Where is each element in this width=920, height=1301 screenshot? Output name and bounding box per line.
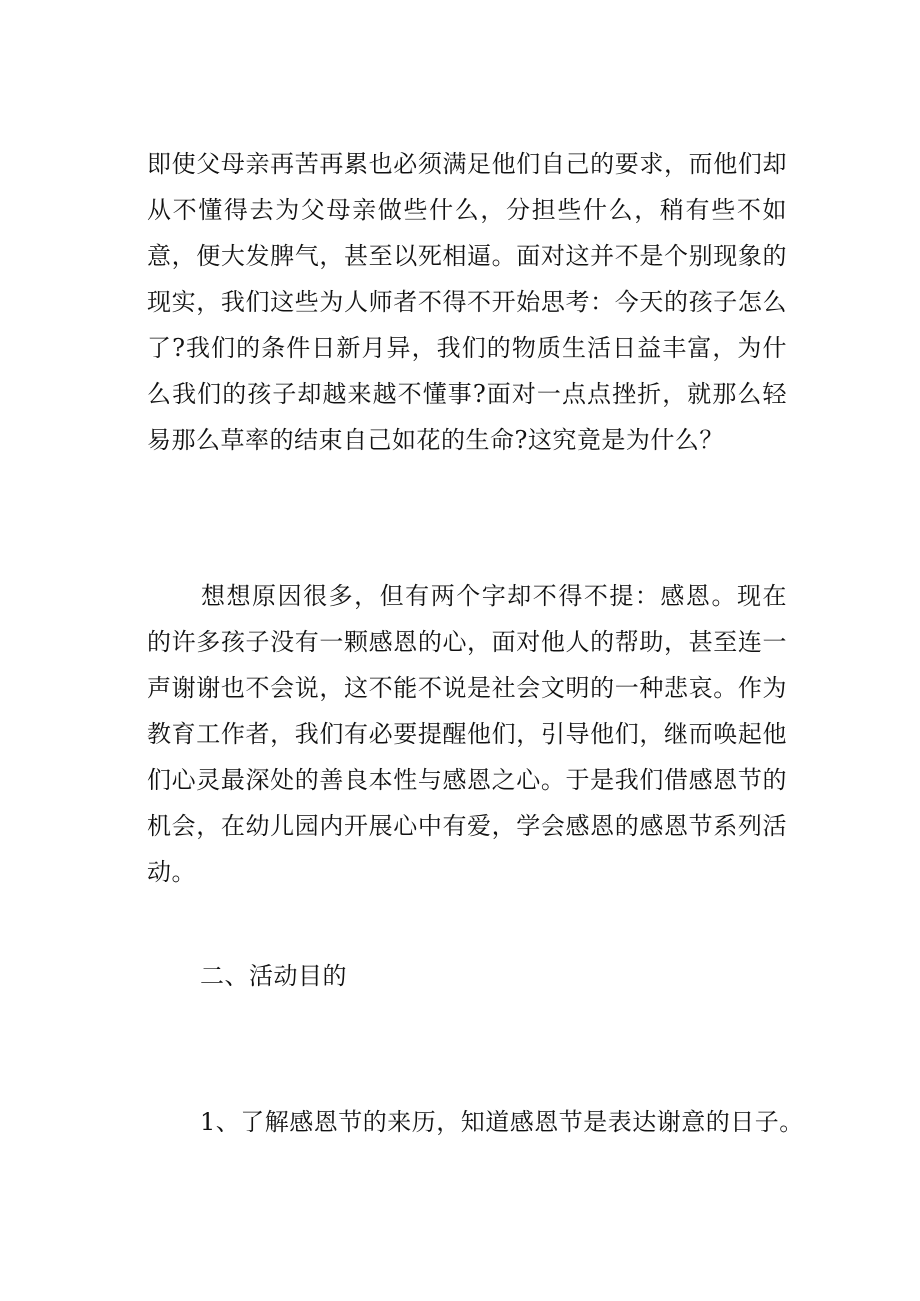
list-item: 1、了解感恩节的来历，知道感恩节是表达谢意的日子。 <box>200 1108 804 1136</box>
body-paragraph-2: 想想原因很多，但有两个字却不得不提：感恩。现在的许多孩子没有一颗感恩的心，面对他人的帮助，甚至连一声谢谢也不会说，这不能不说是社会文明的一种悲哀。作为教育工作者，我们有必要提醒他们，引导他们，继而唤起他们心灵最深处的善良本性与感恩之心。于是我们借感恩节的机会，在幼儿园内开展心中有爱，学会感恩的感恩节系列活动。 <box>147 582 787 886</box>
section-heading: 二、活动目的 <box>200 962 347 990</box>
body-paragraph-1: 即使父母亲再苦再累也必须满足他们自己的要求，而他们却从不懂得去为父母亲做些什么，分担些什么，稍有些不如意，便大发脾气，甚至以死相逼。面对这并不是个别现象的现实，我们这些为人师者不得不开始思考：今天的孩子怎么了?我们的条件日新月异，我们的物质生活日益丰富，为什么我们的孩子却越来越不懂事?面对一点点挫折，就那么轻易那么草率的结束自己如花的生命?这究竟是为什么？ <box>147 150 787 454</box>
